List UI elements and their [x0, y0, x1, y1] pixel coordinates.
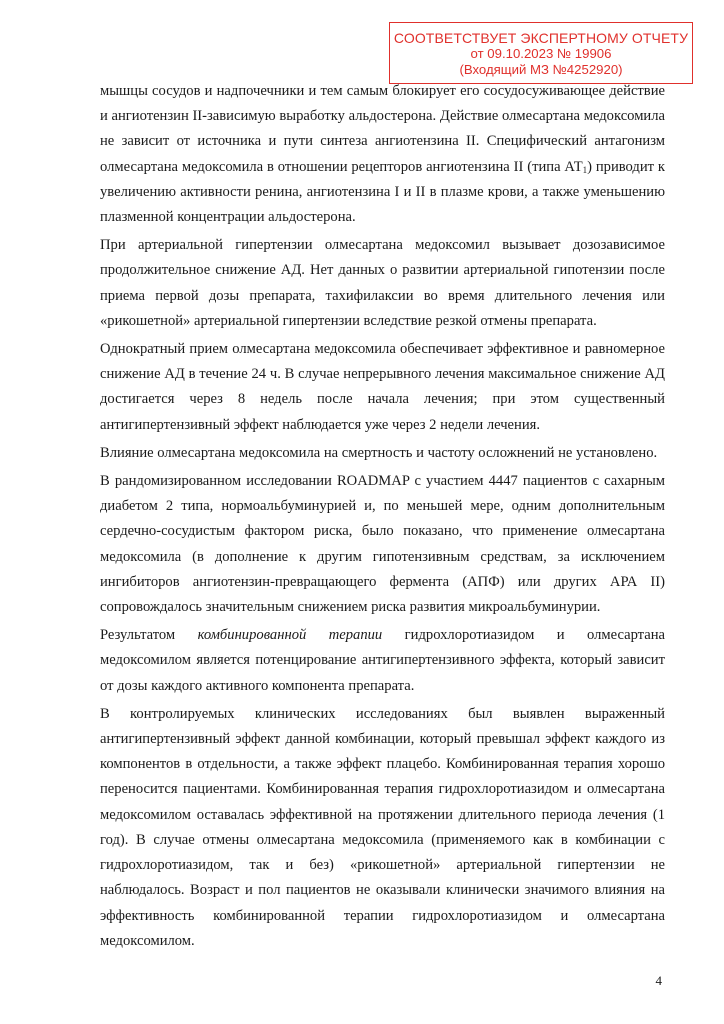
paragraph-6-italic: комбинированной терапии	[197, 627, 383, 644]
paragraph-5: В рандомизированном исследовании ROADMAP с участием 4447 пациентов с сахарным диабетом 2 типа, нормоальбуминурией и, по меньшей мере, одним дополнительным сердечно-сосудистым фактором риска, было показано, что применение олмесартана медоксомила (в дополнение к другим гипотензивным средствам, за исключением ингибиторов ангиотензин-превращающего фермента (АПФ) или других АРА II) сопровождалось значительным снижением риска развития микроальбуминурии.	[100, 473, 665, 616]
stamp-line-3: (Входящий МЗ №4252920)	[459, 62, 623, 77]
paragraph-6-start: Результатом	[100, 627, 176, 644]
body-text	[100, 79, 665, 957]
stamp-line-1: СООТВЕТСТВУЕТ ЭКСПЕРТНОМУ ОТЧЕТУ	[393, 30, 689, 46]
paragraph-2: При артериальной гипертензии олмесартана медоксомил вызывает дозозависимое продолжительное снижение АД. Нет данных о развитии артериальной гипотензии после приема первой дозы препарата, тахифилаксии во время длительного лечения или «рикошетной» артериальной гипертензии вследствие резкой отмены препарата.	[100, 237, 665, 329]
paragraph-1-text-end: ) приводит к увеличению активности ренина, ангиотензина I и II в плазме крови, а также уменьшению плазменной концентрации альдостерона.	[100, 158, 665, 226]
paragraph-4: Влияние олмесартана медоксомила на смертность и частоту осложнений не установлено.	[100, 444, 658, 461]
paragraph-6	[100, 623, 665, 699]
paragraph-7: В контролируемых клинических исследованиях был выявлен выраженный антигипертензивный эффект данной комбинации, который превышал эффект каждого из компонентов в отдельности, а также эффект плацебо. Комбинированная терапия хорошо переносится пациентами. Комбинированная терапия гидрохлоротиазидом и олмесартана медоксомилом оставалась эффективной на протяжении длительного периода лечения (1 год). В случае отмены олмесартана медоксомила (применяемого как в комбинации с гидрохлоротиазидом, так и без) «рикошетной» артериальной гипертензии не наблюдалось. Возраст и пол пациентов не оказывали клинически значимого влияния на эффективность комбинированной терапии гидрохлоротиазидом и олмесартана медоксомилом.	[100, 705, 665, 949]
stamp-line-2: от 09.10.2023 № 19906	[470, 46, 612, 61]
expert-report-stamp	[389, 22, 693, 84]
page-number: 4	[655, 973, 662, 988]
paragraph-1	[100, 79, 665, 230]
paragraph-6-end: гидрохлоротиазидом и олмесартана медоксомилом является потенцирование антигипертензивного эффекта, который зависит от дозы каждого активного компонента препарата.	[100, 627, 665, 694]
paragraph-3: Однократный прием олмесартана медоксомила обеспечивает эффективное и равномерное снижение АД в течение 24 ч. В случае непрерывного лечения максимальное снижение АД достигается через 8 недель после начала лечения; при этом существенный антигипертензивный эффект наблюдается уже через 2 недели лечения.	[100, 341, 665, 433]
paragraph-1-text: мышцы сосудов и надпочечники и тем самым блокирует его сосудосуживающее действие и ангиотензин II-зависимую выработку альдостерона. Действие олмесартана медоксомила не зависит от источника и пути синтеза ангиотензина II. Специфический антагонизм олмесартана медоксомила в отношении рецепторов ангиотензина II (типа АТ	[100, 83, 665, 175]
paragraph-1-subscript: 1	[582, 164, 588, 175]
